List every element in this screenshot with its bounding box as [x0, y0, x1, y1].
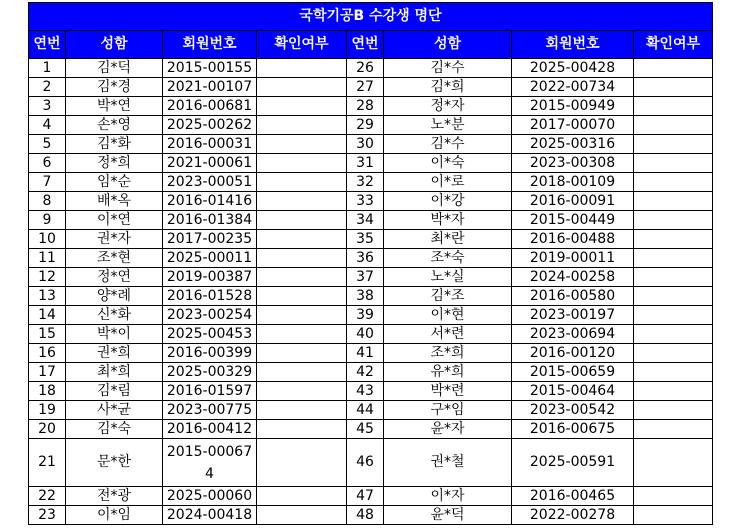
check-cell[interactable] — [257, 116, 347, 135]
check-cell[interactable] — [634, 382, 713, 401]
member-name: 노*분 — [384, 116, 512, 135]
table-row — [29, 325, 713, 344]
check-cell[interactable] — [634, 287, 713, 306]
member-id: 2025-00591 — [512, 439, 634, 487]
row-number: 3 — [29, 97, 66, 116]
row-number: 4 — [29, 116, 66, 135]
table-row — [29, 344, 713, 363]
check-cell[interactable] — [257, 97, 347, 116]
row-number: 39 — [347, 306, 384, 325]
table-row — [29, 401, 713, 420]
table-row — [29, 230, 713, 249]
table-row — [29, 249, 713, 268]
member-id: 2023-00542 — [512, 401, 634, 420]
member-name: 손*영 — [66, 116, 163, 135]
member-name: 사*균 — [66, 401, 163, 420]
member-name: 김*숙 — [66, 420, 163, 439]
member-id: 2015-00464 — [512, 382, 634, 401]
member-name: 윤*덕 — [384, 506, 512, 525]
member-name: 임*순 — [66, 173, 163, 192]
header-check-right: 확인여부 — [634, 31, 713, 59]
member-name: 김*화 — [66, 135, 163, 154]
member-name: 박*자 — [384, 211, 512, 230]
check-cell[interactable] — [634, 401, 713, 420]
member-name: 배*옥 — [66, 192, 163, 211]
member-name: 문*한 — [66, 439, 163, 487]
check-cell[interactable] — [257, 420, 347, 439]
table-row — [29, 97, 713, 116]
member-name: 이*현 — [384, 306, 512, 325]
table-row — [29, 487, 713, 506]
member-name: 최*란 — [384, 230, 512, 249]
member-id: 2015-00659 — [512, 363, 634, 382]
member-name: 이*로 — [384, 173, 512, 192]
check-cell[interactable] — [257, 249, 347, 268]
row-number: 11 — [29, 249, 66, 268]
row-number: 46 — [347, 439, 384, 487]
row-number: 38 — [347, 287, 384, 306]
check-cell[interactable] — [257, 363, 347, 382]
check-cell[interactable] — [634, 506, 713, 525]
member-id: 2023-00197 — [512, 306, 634, 325]
member-id: 2019-00011 — [512, 249, 634, 268]
row-number: 27 — [347, 78, 384, 97]
table-row — [29, 173, 713, 192]
check-cell[interactable] — [257, 439, 347, 487]
member-name: 박*련 — [384, 382, 512, 401]
check-cell[interactable] — [257, 59, 347, 78]
row-number: 30 — [347, 135, 384, 154]
roster-sheet — [28, 2, 713, 525]
check-cell[interactable] — [257, 192, 347, 211]
member-id: 2025-00011 — [163, 249, 257, 268]
header-name-right: 성함 — [384, 31, 512, 59]
member-id: 2025-00262 — [163, 116, 257, 135]
row-number: 33 — [347, 192, 384, 211]
member-id: 2016-01597 — [163, 382, 257, 401]
member-id: 2016-00091 — [512, 192, 634, 211]
member-name: 권*희 — [66, 344, 163, 363]
member-name: 이*강 — [384, 192, 512, 211]
member-id: 2015-00949 — [512, 97, 634, 116]
row-number: 40 — [347, 325, 384, 344]
table-row — [29, 154, 713, 173]
row-number: 12 — [29, 268, 66, 287]
row-number: 21 — [29, 439, 66, 487]
row-number: 6 — [29, 154, 66, 173]
check-cell[interactable] — [257, 506, 347, 525]
check-cell[interactable] — [257, 173, 347, 192]
member-id: 2016-00681 — [163, 97, 257, 116]
header-no-right: 연번 — [347, 31, 384, 59]
row-number: 2 — [29, 78, 66, 97]
row-number: 19 — [29, 401, 66, 420]
member-name: 김*림 — [66, 382, 163, 401]
header-check-left: 확인여부 — [257, 31, 347, 59]
member-name: 신*화 — [66, 306, 163, 325]
member-id: 2025-00453 — [163, 325, 257, 344]
member-id: 2021-00061 — [163, 154, 257, 173]
check-cell[interactable] — [634, 59, 713, 78]
check-cell[interactable] — [634, 173, 713, 192]
member-id: 2024-00258 — [512, 268, 634, 287]
header-name-left: 성함 — [66, 31, 163, 59]
row-number: 47 — [347, 487, 384, 506]
check-cell[interactable] — [257, 78, 347, 97]
member-id: 2016-00488 — [512, 230, 634, 249]
member-id: 2017-00070 — [512, 116, 634, 135]
member-name: 정*자 — [384, 97, 512, 116]
check-cell[interactable] — [257, 401, 347, 420]
member-name: 김*수 — [384, 135, 512, 154]
row-number: 13 — [29, 287, 66, 306]
header-row — [29, 31, 713, 59]
member-id: 2021-00107 — [163, 78, 257, 97]
table-row — [29, 420, 713, 439]
member-name: 김*수 — [384, 59, 512, 78]
row-number: 18 — [29, 382, 66, 401]
table-row — [29, 211, 713, 230]
table-row — [29, 306, 713, 325]
check-cell[interactable] — [634, 230, 713, 249]
row-number: 26 — [347, 59, 384, 78]
member-id: 2016-00031 — [163, 135, 257, 154]
member-name: 전*광 — [66, 487, 163, 506]
member-id: 2016-01528 — [163, 287, 257, 306]
member-name: 박*연 — [66, 97, 163, 116]
table-row — [29, 116, 713, 135]
check-cell[interactable] — [634, 268, 713, 287]
member-name: 김*조 — [384, 287, 512, 306]
member-name: 최*희 — [66, 363, 163, 382]
table-row — [29, 382, 713, 401]
table-row — [29, 192, 713, 211]
table-row — [29, 287, 713, 306]
row-number: 35 — [347, 230, 384, 249]
member-id: 2016-00465 — [512, 487, 634, 506]
member-name: 권*자 — [66, 230, 163, 249]
row-number: 10 — [29, 230, 66, 249]
check-cell[interactable] — [257, 344, 347, 363]
header-member-id-right: 회원번호 — [512, 31, 634, 59]
check-cell[interactable] — [634, 420, 713, 439]
member-name: 서*련 — [384, 325, 512, 344]
check-cell[interactable] — [634, 97, 713, 116]
member-name: 정*연 — [66, 268, 163, 287]
member-id: 2016-00120 — [512, 344, 634, 363]
row-number: 1 — [29, 59, 66, 78]
member-name: 이*자 — [384, 487, 512, 506]
check-cell[interactable] — [257, 306, 347, 325]
member-id: 2023-00775 — [163, 401, 257, 420]
row-number: 15 — [29, 325, 66, 344]
header-no-left: 연번 — [29, 31, 66, 59]
check-cell[interactable] — [634, 154, 713, 173]
member-id: 2016-00412 — [163, 420, 257, 439]
check-cell[interactable] — [634, 487, 713, 506]
row-number: 20 — [29, 420, 66, 439]
roster-table — [28, 2, 713, 525]
check-cell[interactable] — [257, 230, 347, 249]
member-id: 2025-00428 — [512, 59, 634, 78]
member-id: 2015-00067 4 — [163, 439, 257, 487]
member-id: 2023-00254 — [163, 306, 257, 325]
check-cell[interactable] — [634, 192, 713, 211]
row-number: 48 — [347, 506, 384, 525]
member-name: 유*희 — [384, 363, 512, 382]
row-number: 37 — [347, 268, 384, 287]
member-id: 2016-01384 — [163, 211, 257, 230]
member-id: 2015-00449 — [512, 211, 634, 230]
row-number: 31 — [347, 154, 384, 173]
check-cell[interactable] — [634, 249, 713, 268]
check-cell[interactable] — [257, 135, 347, 154]
member-name: 권*철 — [384, 439, 512, 487]
check-cell[interactable] — [634, 344, 713, 363]
member-name: 박*이 — [66, 325, 163, 344]
member-name: 이*임 — [66, 506, 163, 525]
member-id: 2017-00235 — [163, 230, 257, 249]
table-row — [29, 135, 713, 154]
check-cell[interactable] — [257, 268, 347, 287]
check-cell[interactable] — [257, 287, 347, 306]
check-cell[interactable] — [634, 78, 713, 97]
check-cell[interactable] — [257, 487, 347, 506]
check-cell[interactable] — [634, 439, 713, 487]
row-number: 45 — [347, 420, 384, 439]
member-name: 김*경 — [66, 78, 163, 97]
member-name: 구*임 — [384, 401, 512, 420]
row-number: 29 — [347, 116, 384, 135]
member-name: 정*희 — [66, 154, 163, 173]
check-cell[interactable] — [634, 306, 713, 325]
check-cell[interactable] — [257, 154, 347, 173]
check-cell[interactable] — [634, 116, 713, 135]
table-row — [29, 268, 713, 287]
row-number: 43 — [347, 382, 384, 401]
member-id: 2016-00580 — [512, 287, 634, 306]
check-cell[interactable] — [634, 135, 713, 154]
member-id: 2016-00675 — [512, 420, 634, 439]
row-number: 23 — [29, 506, 66, 525]
check-cell[interactable] — [634, 363, 713, 382]
title-row — [29, 3, 713, 31]
row-number: 44 — [347, 401, 384, 420]
row-number: 7 — [29, 173, 66, 192]
member-id: 2016-00399 — [163, 344, 257, 363]
member-name: 노*실 — [384, 268, 512, 287]
member-id: 2024-00418 — [163, 506, 257, 525]
table-row — [29, 59, 713, 78]
member-name: 윤*자 — [384, 420, 512, 439]
row-number: 9 — [29, 211, 66, 230]
member-name: 이*연 — [66, 211, 163, 230]
row-number: 16 — [29, 344, 66, 363]
row-number: 32 — [347, 173, 384, 192]
table-row — [29, 363, 713, 382]
member-name: 조*숙 — [384, 249, 512, 268]
member-id: 2018-00109 — [512, 173, 634, 192]
table-row — [29, 78, 713, 97]
member-id: 2023-00694 — [512, 325, 634, 344]
member-id: 2025-00329 — [163, 363, 257, 382]
row-number: 5 — [29, 135, 66, 154]
sheet-title: 국학기공B 수강생 명단 — [29, 3, 713, 31]
row-number: 34 — [347, 211, 384, 230]
row-number: 28 — [347, 97, 384, 116]
table-row — [29, 439, 713, 487]
member-name: 김*희 — [384, 78, 512, 97]
check-cell[interactable] — [634, 211, 713, 230]
member-id: 2019-00387 — [163, 268, 257, 287]
member-id: 2015-00155 — [163, 59, 257, 78]
row-number: 8 — [29, 192, 66, 211]
member-name: 조*희 — [384, 344, 512, 363]
member-name: 이*숙 — [384, 154, 512, 173]
table-row — [29, 506, 713, 525]
check-cell[interactable] — [634, 325, 713, 344]
check-cell[interactable] — [257, 211, 347, 230]
check-cell[interactable] — [257, 325, 347, 344]
row-number: 17 — [29, 363, 66, 382]
row-number: 41 — [347, 344, 384, 363]
header-member-id-left: 회원번호 — [163, 31, 257, 59]
member-name: 양*례 — [66, 287, 163, 306]
member-id: 2022-00734 — [512, 78, 634, 97]
member-name: 조*현 — [66, 249, 163, 268]
row-number: 14 — [29, 306, 66, 325]
member-id: 2023-00051 — [163, 173, 257, 192]
member-id: 2016-01416 — [163, 192, 257, 211]
member-id: 2025-00060 — [163, 487, 257, 506]
member-name: 김*덕 — [66, 59, 163, 78]
member-id: 2022-00278 — [512, 506, 634, 525]
check-cell[interactable] — [257, 382, 347, 401]
row-number: 42 — [347, 363, 384, 382]
row-number: 36 — [347, 249, 384, 268]
member-id: 2023-00308 — [512, 154, 634, 173]
member-id: 2025-00316 — [512, 135, 634, 154]
row-number: 22 — [29, 487, 66, 506]
